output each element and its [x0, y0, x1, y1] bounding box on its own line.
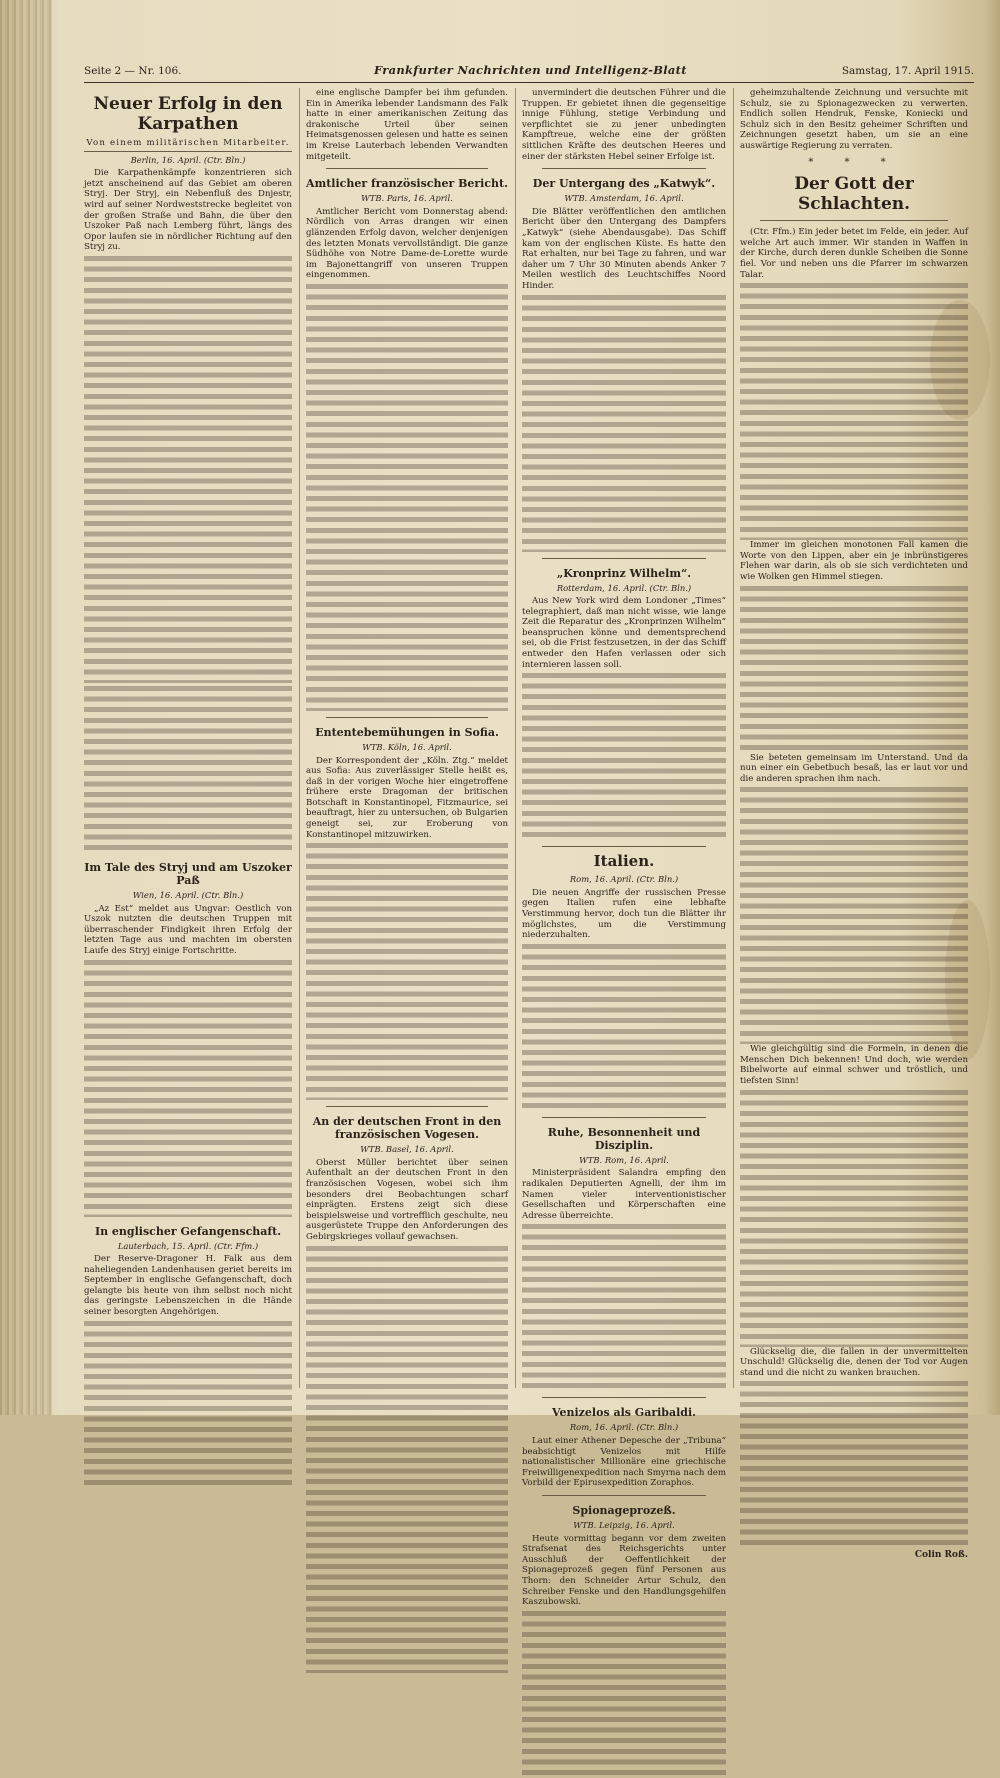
article-dateline: WTB. Basel, 16. April.: [360, 1144, 454, 1155]
article-separator: [326, 717, 488, 718]
article-text-body: [306, 1243, 508, 1673]
article-separator: [542, 558, 706, 559]
article-dateline: Berlin, 16. April. (Ctr. Bln.): [130, 154, 246, 165]
article-separator: [326, 1106, 488, 1107]
article-text: Sie beteten gemeinsam im Unterstand. Und da nun einer ein Gebetbuch besaß, las er laut vor und die anderen sprachen ihm nach.: [740, 752, 968, 784]
article-text: Die Karpathenkämpfe konzentrieren sich jetzt anscheinend auf das Gebiet am oberen Stryj. Der Stryj, ein Nebenfluß des Dnjestr, wird auf seiner Nordweststrecke begleitet von der großen Straße und Bahn, die über den Uszoker Paß nach Lemberg führt, längs des Opor laufen sie in nördlicher Richtung auf den Stryj zu.: [84, 168, 292, 253]
article-text: Wie gleichgültig sind die Formeln, in denen die Menschen Dich bekennen! Und doch, wie werden Bibelworte auf einmal schwer und tröstlich, und tiefsten Sinn!: [740, 1044, 968, 1087]
article-headline: Neuer Erfolg in den Karpathen: [93, 94, 283, 134]
article-text-body: [522, 670, 726, 840]
article-text: (Ctr. Ffm.) Ein jeder betet im Felde, ein jeder. Auf welche Art auch immer. Wir standen in Waffen in der Kirche, durch deren dunkle Scheiben die Sonne fiel. Vor und neben uns die Pfarrer im schwarzen Talar.: [740, 227, 968, 280]
article-separator: [542, 1397, 706, 1398]
article-text: Die neuen Angriffe der russischen Presse gegen Italien rufen eine lebhafte Verstimmung hervor, doch tun die Blätter ihr möglichstes, um die Verstimmung niederzuhalten.: [522, 887, 726, 941]
article-headline: Ruhe, Besonnenheit und Disziplin.: [547, 1125, 701, 1152]
article-text: Heute vormittag begann vor dem zweiten Strafsenat des Reichsgerichts unter Ausschluß der Oeffentlichkeit der Spionageprozeß gegen fünf Personen aus Thorn: den Schneider Artur Schulz, den Schreiber Fenske und den Handlungsgehilfen Kaszubowski.: [522, 1533, 726, 1608]
article-headline: Ententebemühungen in Sofia.: [315, 725, 499, 739]
article-text: Amtlicher Bericht vom Donnerstag abend: Nördlich von Arras drangen wir einen glänzenden Erfolg davon, welcher denjenigen des letzten Monats vervollständigt. Die ganze Südhöhe von Notre Dame-de-Lorette wurde im Bajonettangriff von unseren Truppen eingenommen.: [306, 206, 508, 281]
article-separator: [542, 846, 706, 847]
article-headline: Der Gott der Schlachten.: [794, 174, 914, 215]
article-dateline: WTB. Köln, 16. April.: [362, 741, 452, 752]
article-text: Der Korrespondent der „Köln. Ztg.“ meldet aus Sofia: Aus zuverlässiger Stelle heißt es, daß in der vorigen Woche hier eingetroffene frühere erste Dragoman der britischen Botschaft in Konstantinopel, Fitzmaurice, sei beauftragt, hier zu untersuchen, ob Bulgarien geneigt sei, zur Eroberung von Konstantinopel mitzuwirken.: [306, 755, 508, 840]
article-text-body: [84, 1318, 292, 1488]
article-text-body: [522, 941, 726, 1111]
article-dateline: WTB. Leipzig, 16. April.: [573, 1519, 675, 1530]
article-text-body: [522, 1608, 726, 1778]
article-headline: „Kronprinz Wilhelm“.: [556, 566, 692, 580]
article-text-body: [306, 281, 508, 711]
article-dateline: WTB. Amsterdam, 16. April.: [564, 193, 684, 204]
article-text-body: [84, 683, 292, 853]
article-headline: In englischer Gefangenschaft.: [94, 1224, 282, 1238]
column-rule: [299, 88, 300, 1388]
article-dateline: Rotterdam, 16. April. (Ctr. Bln.): [556, 582, 692, 593]
article-separator: [542, 1495, 706, 1496]
article-headline: Venizelos als Garibaldi.: [551, 1406, 696, 1420]
column-1: [84, 88, 292, 1388]
article-text: Ministerpräsident Salandra empfing den radikalen Deputierten Agnelli, der ihm im Namen vieler interventionistischer Gesellschaften und Körperschaften eine Adresse überreichte.: [522, 1168, 726, 1221]
page-binding-edge: [0, 0, 52, 1415]
article-text: geheimzuhaltende Zeichnung und versuchte mit Schulz, sie zu Spionagezwecken zu verwerten. Endlich sollen Hendruk, Fenske, Koniecki und Schulz sich in den Besitz geheimer Schriften und Zeichnungen gesetzt haben, um sie an eine auswärtige Regierung zu verraten.: [740, 88, 968, 151]
article-text-body: [740, 583, 968, 753]
article-text-body: [306, 840, 508, 1100]
issue-date: Samstag, 17. April 1915.: [841, 65, 974, 77]
column-rule: [515, 88, 516, 1388]
article-text-body: [740, 1378, 968, 1548]
newspaper-name: Frankfurter Nachrichten und Intelligenz-Blatt: [374, 63, 687, 77]
article-text: Die Blätter veröffentlichen den amtlichen Bericht über den Untergang des Dampfers „Katwyk“ (siehe Abendausgabe). Das Schiff kam von der englischen Küste. Es hatte den Rat erhalten, nur bei Tage zu fahren, und war daher um 7 Uhr 30 Minuten abends Anker 7 Meilen westlich des Leuchtschiffes Noord Hinder.: [522, 206, 726, 291]
article-text: Glückselig die, die fallen in der unvermittelten Unschuld! Glückselig die, denen der Tod vor Augen stand und die nicht zu wanken brauchen.: [740, 1346, 968, 1378]
article-text: Laut einer Athener Depesche der „Tribuna“ beabsichtigt Venizelos mit Hilfe nationalistischer Millionäre eine griechische Freiwilligenexpedition nach Smyrna nach dem Vorbild der Epirusexpedition Zoraphos.: [522, 1435, 726, 1489]
article-text-body: [84, 253, 292, 683]
article-dateline: Wien, 16. April. (Ctr. Bln.): [132, 889, 244, 900]
article-dateline: WTB. Paris, 16. April.: [361, 193, 453, 204]
author-signature: Colin Roß.: [914, 1550, 968, 1561]
article-headline: An der deutschen Front in den französischen Vogesen.: [312, 1115, 502, 1142]
article-text: eine englische Dampfer bei ihm gefunden. Ein in Amerika lebender Landsmann des Falk hatte in einer amerikanischen Zeitung das drakonische Urteil über seinen Heimatsgenossen gelesen und hatte es seinen im Kreise Lauterbach lebenden Verwandten mitgeteilt.: [306, 88, 508, 162]
article-text: unvermindert die deutschen Führer und die Truppen. Er gebietet ihnen die gegenseitige innige Fühlung, stetige Verbindung und verpflichtet sie zu jener unbedingten Kampftreue, welche eine der größten sittlichen Kräfte des deutschen Heeres und einer der stärksten Hebel seiner Erfolge ist.: [522, 88, 726, 162]
article-dateline: Rom, 16. April. (Ctr. Bln.): [569, 874, 679, 885]
article-dateline: Lauterbach, 15. April. (Ctr. Ffm.): [117, 1240, 259, 1251]
column-2: [306, 88, 508, 1388]
article-headline: Italien.: [593, 852, 655, 871]
article-text-body: [522, 1221, 726, 1391]
article-byline: Von einem militärischen Mitarbeiter.: [84, 138, 292, 152]
article-text-body: [740, 1087, 968, 1347]
article-text: Oberst Müller berichtet über seinen Aufenthalt an der deutschen Front in den französischen Vogesen, wobei sich ihm besonders drei Beobachtungen scharf einprägten. Erstens zeigt sich diese beispielsweise und vortrefflich geschulte, neu ausgerüstete Truppe den Anforderungen des Gebirgskrieges vollauf gewachsen.: [306, 1157, 508, 1242]
article-headline: Der Untergang des „Katwyk“.: [532, 177, 716, 191]
column-rule: [733, 88, 734, 1388]
article-text: Aus New York wird dem Londoner „Times“ telegraphiert, daß man nicht wisse, wie lange Zeit die Reparatur des „Kronprinzen Wilhelm“ beanspruchen könne und dementsprechend sei, ob die Frist festzusetzen, in der das Schiff entweder den Hafen verlassen oder sich internieren lassen soll.: [522, 596, 726, 670]
article-headline: Amtlicher französischer Bericht.: [306, 177, 508, 191]
article-headline: Spionageprozeß.: [572, 1503, 676, 1517]
article-headline: Im Tale des Stryj und am Uszoker Paß: [84, 860, 292, 887]
article-text: Der Reserve-Dragoner H. Falk aus dem naheliegenden Landenhausen geriet bereits im September in englische Gefangenschaft, doch gelangte bis heute von ihm selbst noch nicht das geringste Lebenszeichen in die Hände seiner besorgten Angehörigen.: [84, 1254, 292, 1318]
article-separator: [760, 220, 948, 221]
column-4: [740, 88, 968, 1561]
page-number: Seite 2 — Nr. 106.: [84, 65, 182, 77]
article-text: „Az Est“ meldet aus Ungvar: Oestlich von Uszok nutzten die deutschen Truppen mit überraschender Findigkeit ihren Erfolg der letzten Tage aus und machten im obersten Laufe des Stryj einige Fortschritte.: [84, 903, 292, 956]
article-dateline: WTB. Rom, 16. April.: [579, 1154, 669, 1165]
article-separator: [326, 168, 488, 169]
article-text: Immer im gleichen monotonen Fall kamen die Worte von den Lippen, aber ein je inbrünstigeres Flehen war darin, als ob sie sich verdichteten und wie Wolken gen Himmel stiegen.: [740, 540, 968, 582]
column-3: [522, 88, 726, 1608]
article-text-body: [740, 280, 968, 540]
article-dateline: Rom, 16. April. (Ctr. Bln.): [569, 1422, 679, 1433]
article-separator: [542, 1117, 706, 1118]
masthead: [84, 62, 974, 83]
article-text-body: [740, 784, 968, 1044]
article-separator: [542, 168, 706, 169]
section-divider-stars: * * *: [808, 156, 900, 168]
article-text-body: [84, 957, 292, 1217]
article-text-body: [522, 292, 726, 552]
